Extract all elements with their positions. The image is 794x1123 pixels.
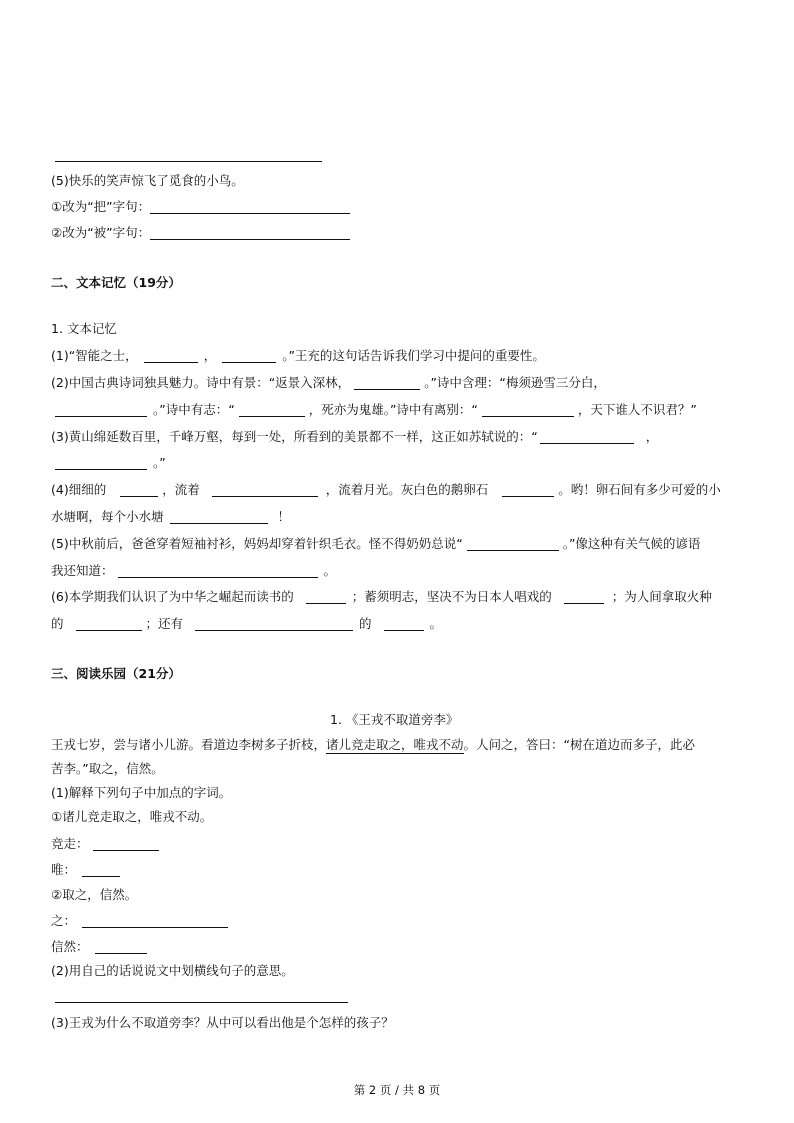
page-footer: 第 2 页 / 共 8 页 bbox=[353, 1083, 441, 1097]
blank[interactable] bbox=[502, 482, 554, 497]
blank[interactable] bbox=[239, 402, 305, 417]
blank[interactable] bbox=[55, 455, 147, 470]
sub1-sentence1: ①诸儿竞走取之，唯戎不动。 bbox=[51, 809, 213, 824]
q5-sentence: (5)快乐的笑声惊飞了觅食的小鸟。 bbox=[51, 173, 244, 188]
sub-question-1: (1)解释下列句子中加点的字词。 bbox=[51, 785, 232, 800]
answer-line bbox=[55, 161, 322, 162]
xinran-blank[interactable] bbox=[95, 939, 147, 954]
s2-q1: (1)“智能之士， ， 。”王充的这句话告诉我们学习中提问的重要性。 bbox=[51, 348, 545, 363]
blank[interactable] bbox=[170, 509, 268, 524]
xinran-row: 信然： bbox=[51, 938, 147, 956]
blank[interactable] bbox=[118, 563, 318, 578]
s2-q4-line1: (4)细细的 ，流着 ，流着月光。灰白色的鹅卵石 。哟！卵石间有多少可爱的小 bbox=[51, 482, 721, 497]
sub2-answer-line[interactable] bbox=[55, 1002, 348, 1003]
blank[interactable] bbox=[467, 536, 559, 551]
s2-q2-line2: 。”诗中有志：“ ，死亦为鬼雄。”诗中有离别：“ ，天下谁人不识君？” bbox=[51, 401, 697, 419]
sub-question-2: (2)用自己的话说说文中划横线句子的意思。 bbox=[51, 963, 294, 978]
blank[interactable] bbox=[120, 482, 158, 497]
blank[interactable] bbox=[354, 375, 420, 390]
blank[interactable] bbox=[55, 402, 147, 417]
blank[interactable] bbox=[144, 348, 198, 363]
q5-ba-row bbox=[51, 198, 350, 216]
s2-q3-line1: (3)黄山绵延数百里，千峰万壑，每到一处，所看到的美景都不一样，这正如苏轼说的：“ ， bbox=[51, 429, 659, 444]
ba-label: ①改为“把”字句： bbox=[51, 199, 151, 214]
jingzou-row: 竞走： bbox=[51, 835, 159, 853]
passage-title: 1. 《王戎不取道旁李》 bbox=[330, 712, 459, 727]
jingzou-blank[interactable] bbox=[93, 836, 159, 851]
bei-answer-blank[interactable] bbox=[150, 225, 350, 240]
blank[interactable] bbox=[384, 616, 424, 631]
s2-q5-line1: (5)中秋前后，爸爸穿着短袖衬衫，妈妈却穿着针织毛衣。怪不得奶奶总说“ 。”像这种有关气候的谚语 bbox=[51, 536, 701, 551]
s2-q5-line2: 我还知道： 。 bbox=[51, 563, 337, 578]
zhi-row: 之： bbox=[51, 912, 228, 930]
passage-line2: 苦李。”取之，信然。 bbox=[51, 761, 164, 776]
blank[interactable] bbox=[564, 589, 604, 604]
blank[interactable] bbox=[195, 616, 353, 631]
wei-blank[interactable] bbox=[82, 862, 120, 877]
blank[interactable] bbox=[482, 402, 574, 417]
s2-q3-line2: 。” bbox=[51, 454, 166, 472]
s2-q6-line2: 的 ；还有 的 。 bbox=[51, 616, 443, 631]
sub-question-3: (3)王戎为什么不取道旁李？从中可以看出他是个怎样的孩子？ bbox=[51, 1015, 394, 1030]
passage-line1: 王戎七岁，尝与诸小儿游。看道边李树多子折枝，诸儿竞走取之，唯戎不动。人问之，答曰：“树在道边而多子，此必 bbox=[51, 737, 696, 752]
blank[interactable] bbox=[540, 429, 634, 444]
section2-question-title: 1. 文本记忆 bbox=[51, 321, 117, 336]
underlined-sentence: 诸儿竞走取之，唯戎不动 bbox=[326, 737, 464, 752]
s2-q2-line1: (2)中国古典诗词独具魅力。诗中有景：“返景入深林， 。”诗中含理：“梅须逊雪三分白， bbox=[51, 375, 606, 390]
blank[interactable] bbox=[212, 482, 318, 497]
wei-row: 唯： bbox=[51, 861, 120, 879]
s2-q6-line1: (6)本学期我们认识了为中华之崛起而读书的 ；蓄须明志，坚决不为日本人唱戏的 ；为人间拿取火种 bbox=[51, 589, 712, 604]
q5-bei-row bbox=[51, 224, 350, 242]
section2-title: 二、文本记忆（19分） bbox=[51, 275, 181, 290]
blank[interactable] bbox=[222, 348, 276, 363]
bei-label: ②改为“被”字句： bbox=[51, 225, 151, 240]
ba-answer-blank[interactable] bbox=[150, 199, 350, 214]
sub1-sentence2: ②取之，信然。 bbox=[51, 887, 138, 902]
zhi-blank[interactable] bbox=[82, 913, 228, 928]
section3-title: 三、阅读乐园（21分） bbox=[51, 666, 181, 681]
blank[interactable] bbox=[76, 616, 142, 631]
s2-q4-line2: 水塘啊，每个小水塘 ！ bbox=[51, 509, 291, 524]
blank[interactable] bbox=[306, 589, 346, 604]
